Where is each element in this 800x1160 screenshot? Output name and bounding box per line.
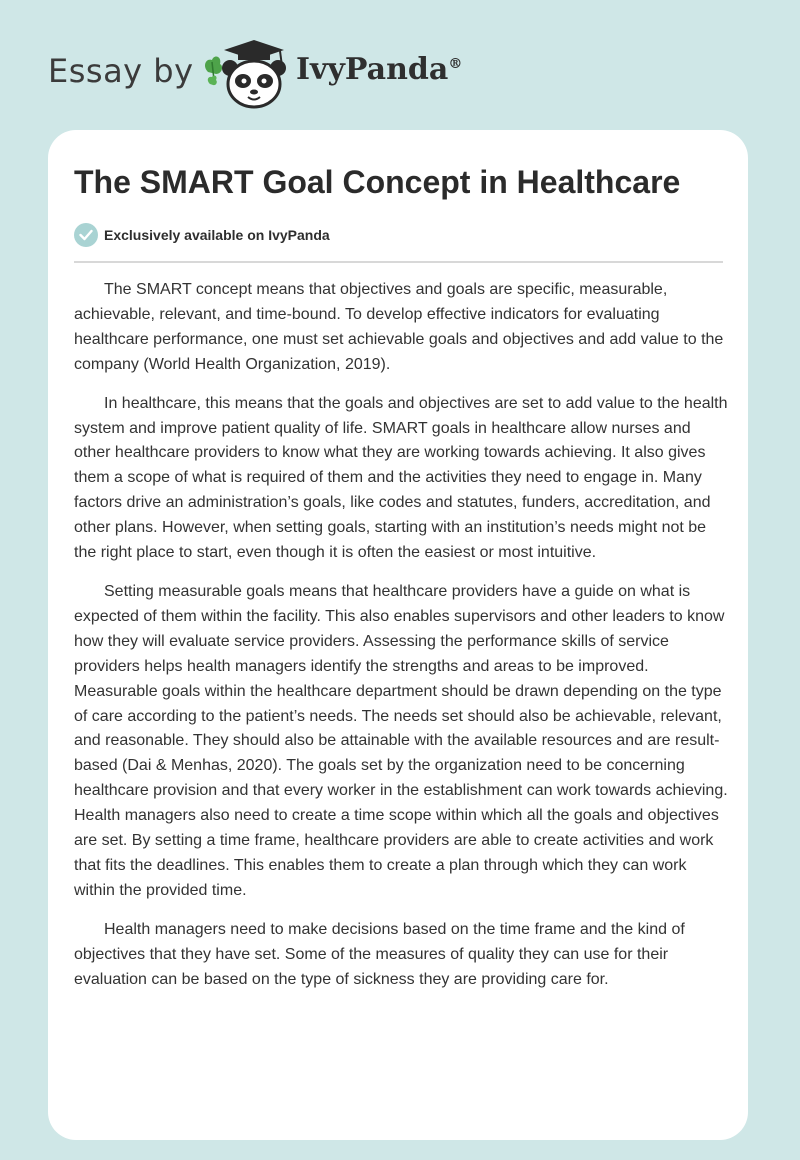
title-divider	[74, 261, 723, 263]
brand-name-text: IvyPanda	[296, 52, 449, 87]
registered-mark: ®	[448, 56, 463, 72]
exclusive-badge	[74, 222, 330, 248]
essay-card	[48, 130, 748, 1140]
site-header	[0, 0, 800, 130]
essay-by-label: Essay by	[48, 52, 194, 90]
essay-body	[74, 278, 728, 1006]
paragraph: Health managers need to make decisions based on the time frame and the kind of objectives that they have set. Some of the measures of quality they can use for their evaluation can be based on the type of sickness they are providing care for.	[74, 920, 685, 988]
paragraph: The SMART concept means that objectives and goals are specific, measurable, achievable, relevant, and time-bound. To develop effective indicators for evaluating healthcare performance, one must set achievable goals and objectives and add value to the company (World Health Organization, 2019).	[74, 281, 724, 373]
exclusive-badge-label: Exclusively available on IvyPanda	[104, 227, 330, 243]
checkmark-icon	[74, 223, 98, 247]
paragraph: In healthcare, this means that the goals and objectives are set to add value to the health system and improve patient quality of life. SMART goals in healthcare allow nurses and other healthcare providers to know what they are working towards achieving. It also gives them a scope of what is required of them and the activities they need to engage in. Many factors drive an administration’s goals, like codes and statutes, funders, accreditation, and other plans. However, when setting goals, starting with an institution’s needs might not be the right place to start, even though it is often the easiest or most intuitive.	[74, 394, 728, 562]
paragraph: Setting measurable goals means that healthcare providers have a guide on what is expected of them within the facility. This also enables supervisors and other leaders to know how they will evaluate service providers. Assessing the performance skills of service providers helps health managers identify the strengths and areas to be improved. Measurable goals within the healthcare department should be drawn depending on the type of care according to the patient’s needs. The needs set should also be achievable, relevant, and reasonable. They should also be attainable with the available resources and are result-based (Dai & Menhas, 2020). The goals set by the organization need to be concerning healthcare provision and that every worker in the establishment can work towards achieving. Health managers also need to create a time scope within which all the goals and objectives are set. By setting a time frame, healthcare providers are able to create activities and work that fits the deadlines. This enables them to create a plan through which they can work within the provided time.	[74, 582, 728, 899]
essay-title: The SMART Goal Concept in Healthcare	[74, 164, 681, 200]
ivypanda-logo-icon[interactable]	[200, 36, 292, 112]
brand-name[interactable]	[296, 52, 462, 87]
